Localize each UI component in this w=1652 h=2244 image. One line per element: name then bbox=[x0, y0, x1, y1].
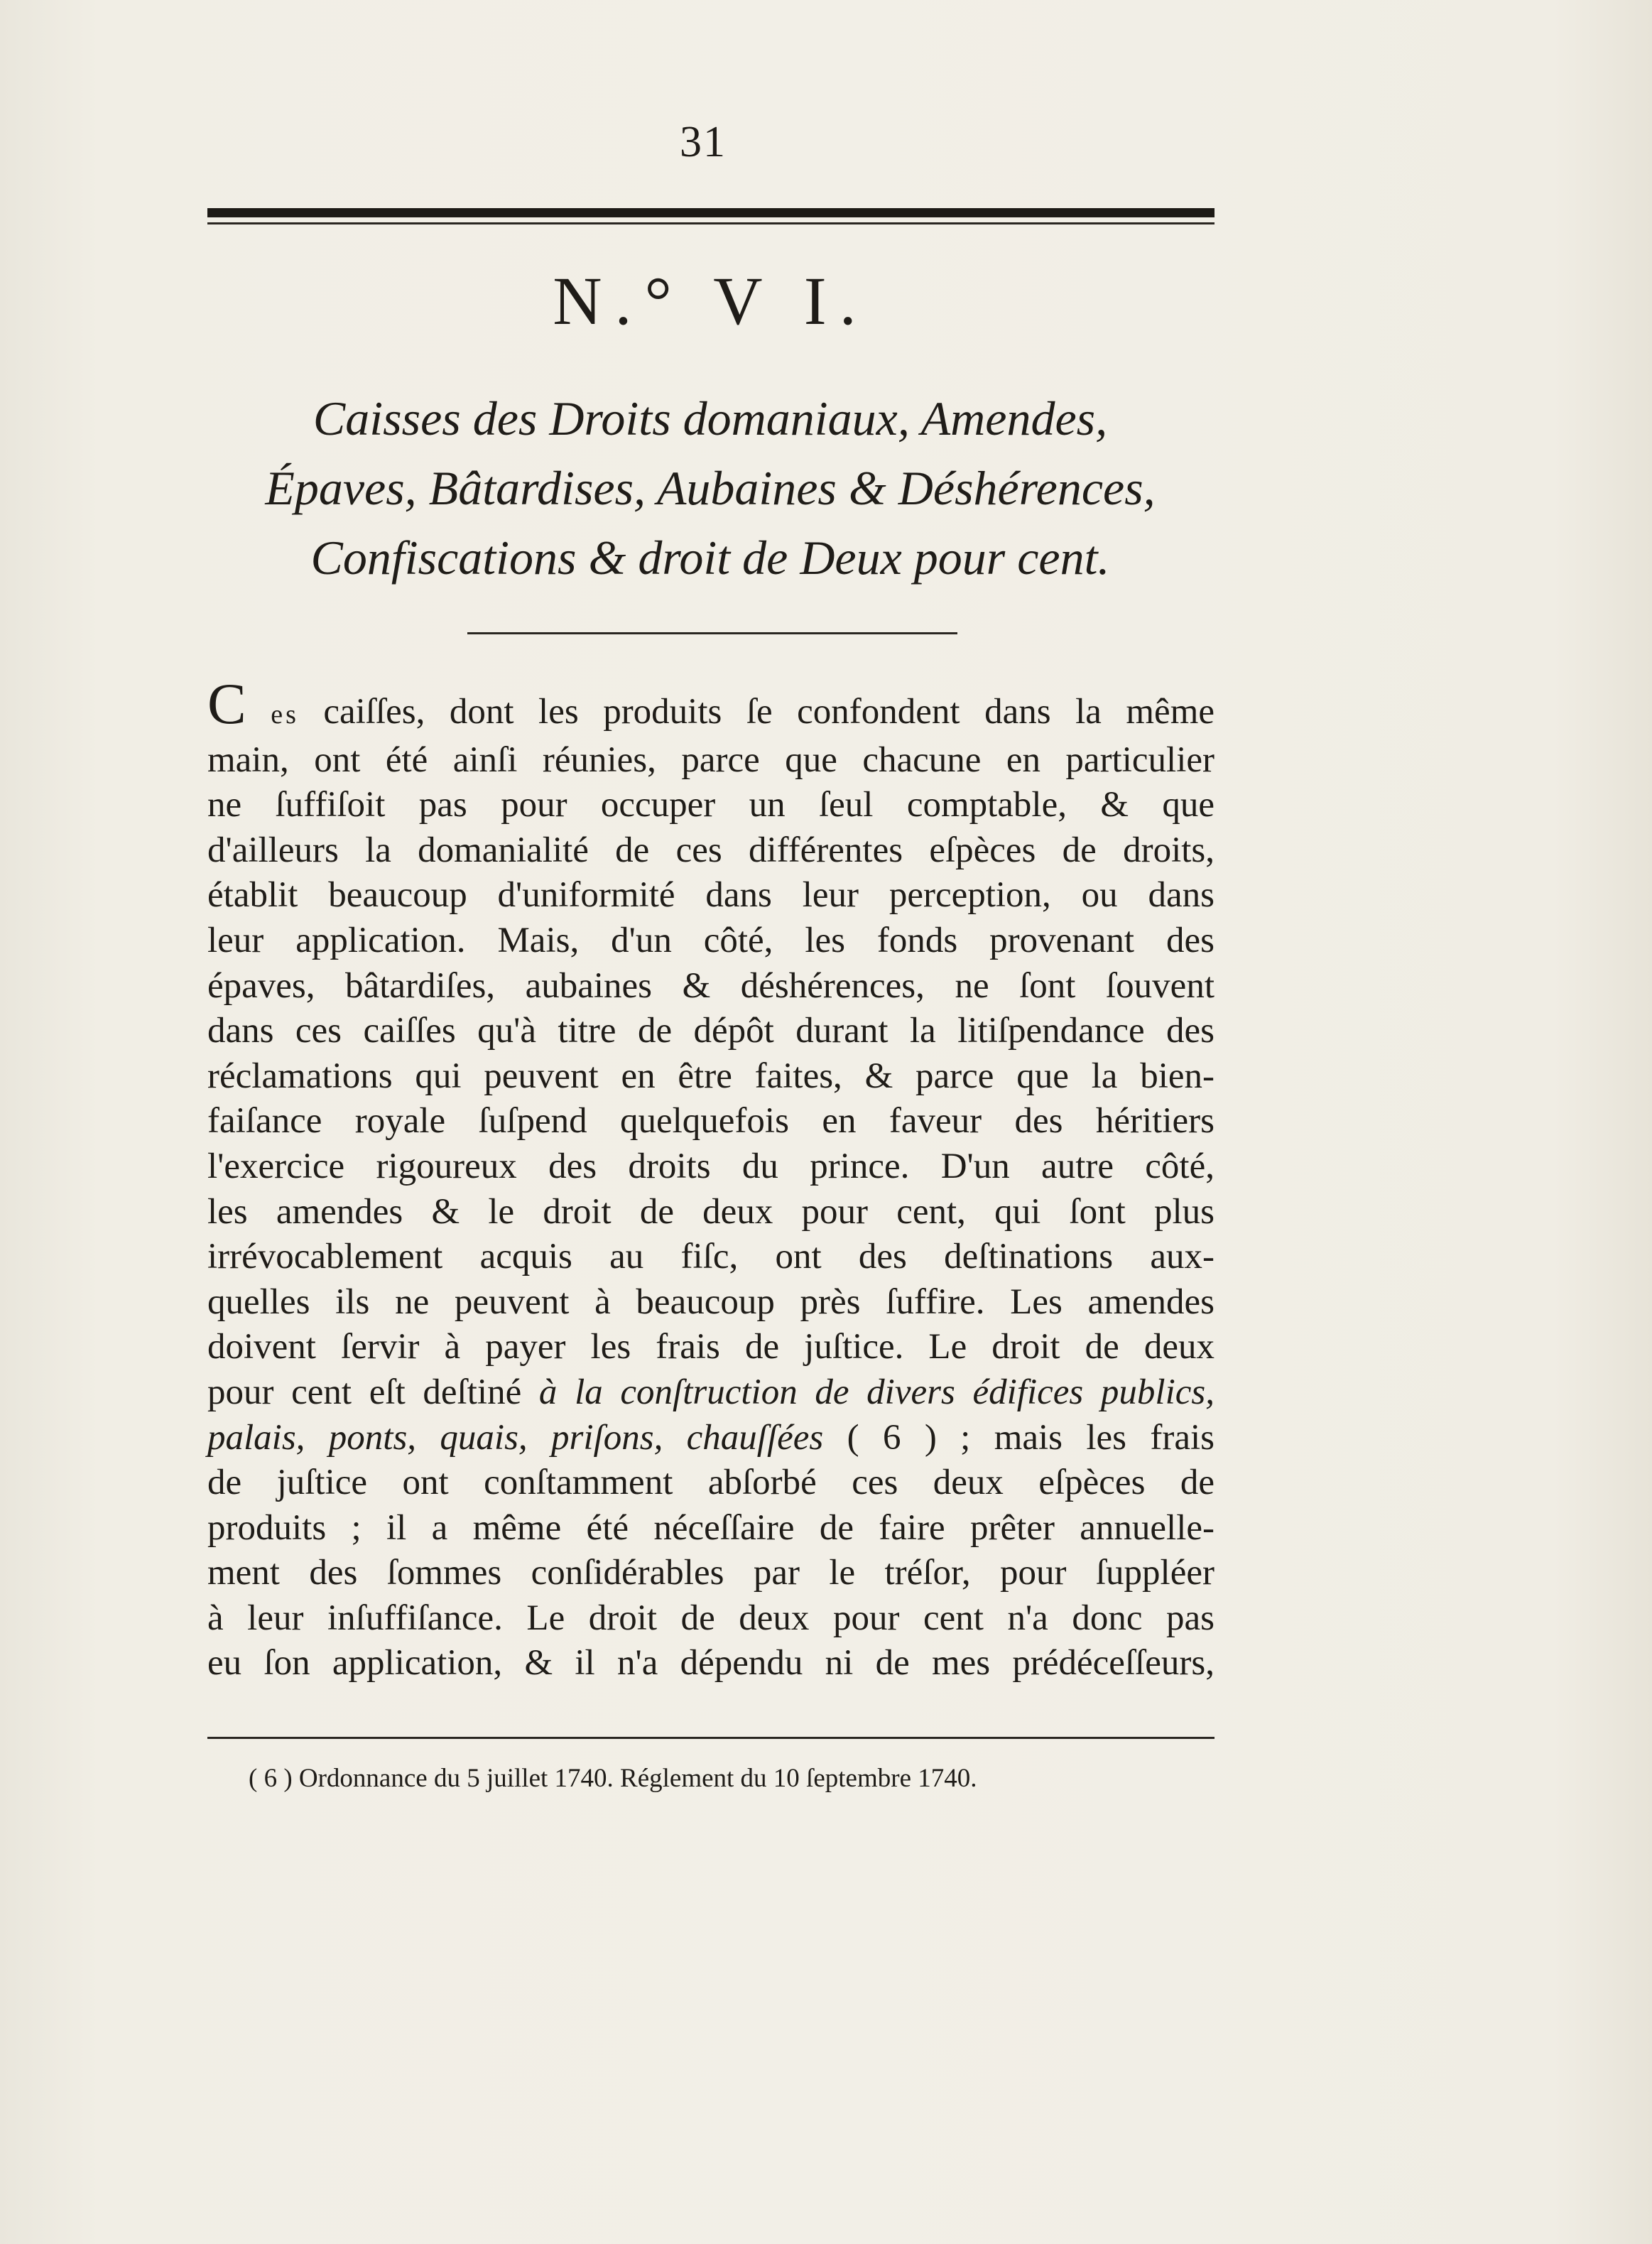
subtitle-line: Caisses des Droits domaniaux, Amendes, bbox=[313, 391, 1108, 445]
body-line bbox=[207, 1416, 1214, 1461]
body-line-text: caiſſes, dont les produits ſe confondent dans la même bbox=[323, 692, 1214, 732]
first-word-smallcaps: es bbox=[271, 700, 299, 730]
body-line: l'exercice rigoureux des droits du prince. D'un autre côté, bbox=[207, 1146, 1214, 1186]
body-line-text: mais les frais bbox=[994, 1417, 1214, 1458]
body-line: de juſtice ont conſtamment abſorbé ces deux eſpèces de bbox=[207, 1463, 1214, 1503]
subtitle-rule bbox=[467, 632, 957, 634]
body-text bbox=[207, 671, 1215, 1686]
body-line: leur application. Mais, d'un côté, les fonds provenant des bbox=[207, 920, 1214, 960]
body-line: ment des ſommes conſidérables par le tréſor, pour ſuppléer bbox=[207, 1553, 1214, 1593]
footnote: ( 6 ) Ordonnance du 5 juillet 1740. Réglement du 10 ſeptembre 1740. bbox=[249, 1764, 977, 1793]
section-heading: N.° V I. bbox=[553, 263, 869, 339]
body-line-text: pour cent eſt deſtiné bbox=[207, 1372, 522, 1412]
header-rule-thin bbox=[207, 222, 1214, 224]
italic-citation: à la conſtruction de divers édifices publics, bbox=[538, 1372, 1215, 1412]
body-line: d'ailleurs la domanialité de ces différentes eſpèces de droits, bbox=[207, 830, 1214, 870]
subtitle-line: Épaves, Bâtardises, Aubaines & Déshérences, bbox=[265, 461, 1156, 515]
header-rule-thick bbox=[207, 208, 1214, 217]
footnote-rule bbox=[207, 1737, 1214, 1739]
body-line: épaves, bâtardiſes, aubaines & déshérences, ne ſont ſouvent bbox=[207, 965, 1214, 1006]
subtitle-line: Confiscations & droit de Deux pour cent. bbox=[310, 531, 1110, 585]
page-number: 31 bbox=[680, 118, 727, 166]
body-line: main, ont été ainſi réunies, parce que chacune en particulier bbox=[207, 739, 1214, 780]
body-line: faiſance royale ſuſpend quelquefois en faveur des héritiers bbox=[207, 1101, 1214, 1142]
body-line: les amendes & le droit de deux pour cent, qui ſont plus bbox=[207, 1191, 1214, 1232]
body-line: quelles ils ne peuvent à beaucoup près ſuffire. Les amendes bbox=[207, 1281, 1214, 1322]
italic-citation: palais, ponts, quais, priſons, chauſſées bbox=[207, 1417, 824, 1458]
body-line: réclamations qui peuvent en être faites, & parce que la bien- bbox=[207, 1056, 1214, 1096]
body-line: produits ; il a même été néceſſaire de faire prêter annuelle- bbox=[207, 1507, 1214, 1548]
section-subtitle bbox=[185, 384, 1236, 592]
body-line: doivent ſervir à payer les frais de juſtice. Le droit de deux bbox=[207, 1327, 1214, 1367]
body-line: à leur inſuffiſance. Le droit de deux pour cent n'a donc pas bbox=[207, 1598, 1214, 1638]
body-line: dans ces caiſſes qu'à titre de dépôt durant la litiſpendance des bbox=[207, 1011, 1214, 1051]
footnote-ref: ( 6 ) ; bbox=[847, 1417, 971, 1458]
drop-cap: C bbox=[207, 671, 246, 736]
body-line: établit beaucoup d'uniformité dans leur perception, ou dans bbox=[207, 875, 1214, 916]
body-line bbox=[207, 671, 1214, 738]
body-line bbox=[207, 1370, 1214, 1416]
body-line: ne ſuffiſoit pas pour occuper un ſeul comptable, & que bbox=[207, 785, 1214, 825]
body-line: irrévocablement acquis au fiſc, ont des deſtinations aux- bbox=[207, 1237, 1214, 1277]
body-line: eu ſon application, & il n'a dépendu ni de mes prédéceſſeurs, bbox=[207, 1643, 1214, 1684]
